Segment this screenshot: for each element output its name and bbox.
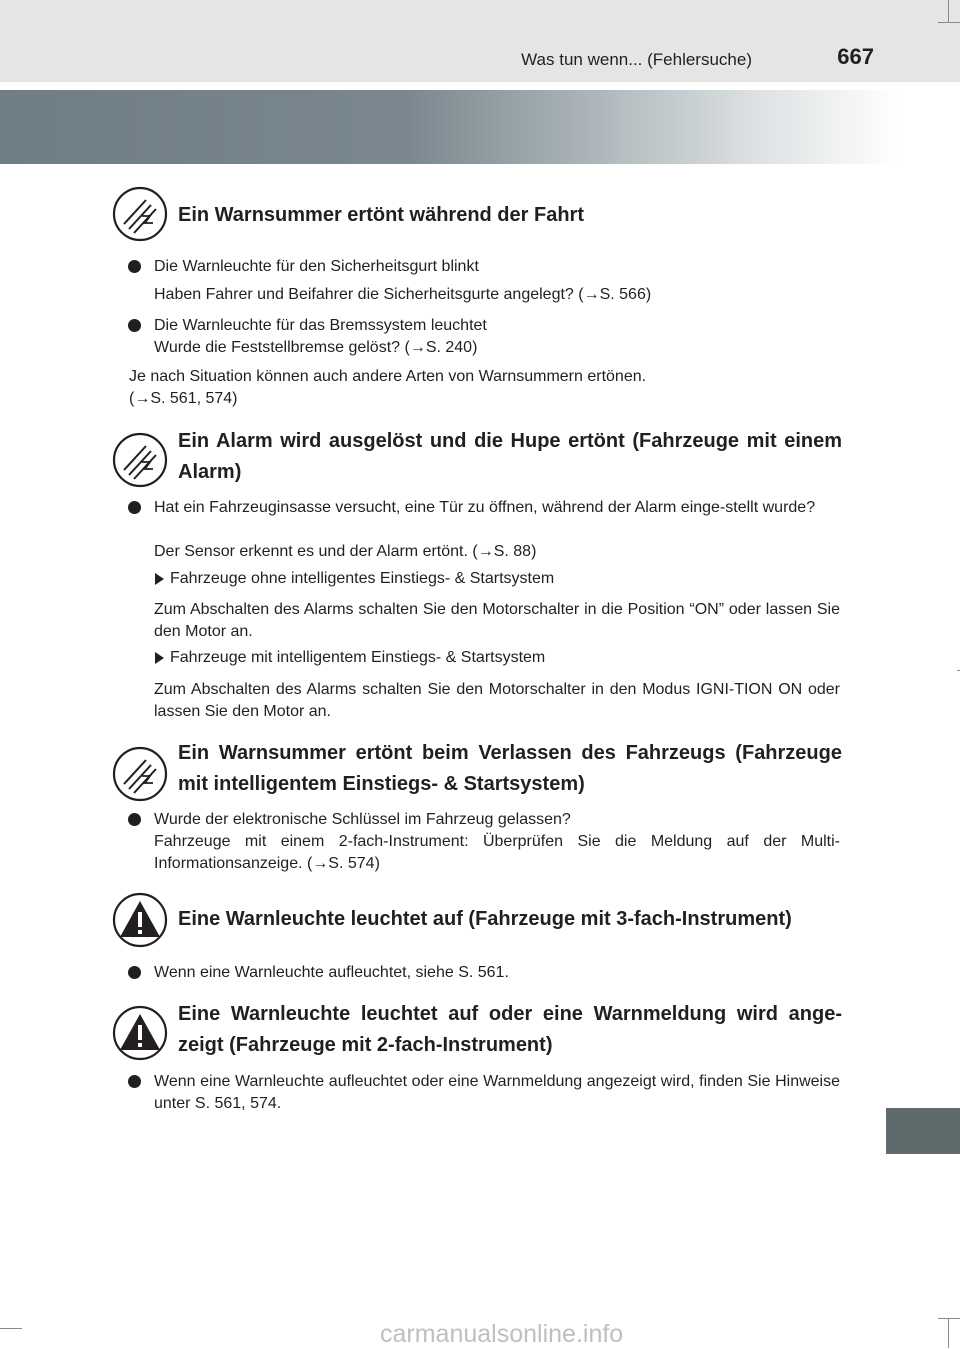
warning-exclamation-icon: [112, 1005, 168, 1061]
section-warning-light-3: [112, 892, 842, 952]
sound-alert-icon: [112, 746, 168, 802]
item-text: Wurde die Feststellbremse gelöst? (→S. 240): [154, 339, 478, 356]
section-buzzer-driving: [112, 186, 842, 246]
bullet: [128, 319, 141, 332]
page-header: [0, 0, 960, 82]
header-gradient-band: [0, 90, 900, 164]
chapter-side-tab: [886, 1108, 960, 1154]
crop-mark: [938, 22, 960, 23]
bullet: [128, 501, 141, 514]
item-text: Haben Fahrer und Beifahrer die Sicherheitsgurte angelegt? (→S. 566): [154, 286, 652, 303]
section-title: Ein Alarm wird ausgelöst und die Hupe ertönt (Fahrzeuge mit einem Alarm): [178, 430, 842, 483]
item-text: Wenn eine Warnleuchte aufleuchtet oder eine Warnmeldung angezeigt wird, finden Sie Hinweise unter S. 561, 574.: [154, 1073, 840, 1112]
bullet: [128, 260, 141, 273]
item-text: Fahrzeuge mit einem 2-fach-Instrument: Überprüfen Sie die Meldung auf der Multi-Informationsanzeige. (→S. 574): [154, 833, 840, 872]
section-alarm-horn: [112, 426, 842, 490]
crop-mark: [938, 1318, 960, 1319]
sub-condition-text: Zum Abschalten des Alarms schalten Sie den Motorschalter in den Modus IGNI-TION ON oder lassen Sie den Motor an.: [154, 681, 840, 720]
crop-mark: [0, 1328, 22, 1329]
warning-exclamation-icon: [112, 892, 168, 948]
bullet: [128, 813, 141, 826]
sub-condition-label: Fahrzeuge mit intelligentem Einstiegs- & Startsystem: [170, 649, 546, 666]
section-title: Ein Warnsummer ertönt beim Verlassen des Fahrzeugs (Fahrzeuge mit intelligentem Einstiegs- & Startsystem): [178, 742, 842, 795]
sound-alert-icon: [112, 432, 168, 488]
triangle-marker: [155, 652, 164, 664]
note-line: Je nach Situation können auch andere Arten von Warnsummern ertönen.: [129, 368, 647, 385]
bullet: [128, 1075, 141, 1088]
section-buzzer-exit: [112, 738, 842, 802]
chapter-title: Was tun wenn... (Fehlersuche): [521, 50, 752, 69]
item-question: Hat ein Fahrzeuginsasse versucht, eine Tür zu öffnen, während der Alarm einge-stellt wurde?: [154, 499, 816, 516]
watermark-text: carmanualsonline.info: [380, 1320, 624, 1348]
crop-mark: [948, 1318, 949, 1348]
note-line: (→S. 561, 574): [129, 390, 238, 407]
section-title: Eine Warnleuchte leuchtet auf oder eine Warnmeldung wird ange-zeigt (Fahrzeuge mit 2-fach-Instrument): [178, 1003, 842, 1056]
page-number: 667: [837, 44, 874, 69]
crop-mark: [948, 0, 949, 22]
item-text: Wenn eine Warnleuchte aufleuchtet, siehe S. 561.: [154, 964, 509, 981]
section-title: Ein Warnsummer ertönt während der Fahrt: [178, 204, 584, 226]
item-text: Der Sensor erkennt es und der Alarm ertönt. (→S. 88): [154, 543, 537, 560]
sub-condition-text: Zum Abschalten des Alarms schalten Sie den Motorschalter in die Position “ON” oder lassen Sie den Motor an.: [154, 601, 840, 640]
sound-alert-icon: [112, 186, 168, 242]
item-question: Wurde der elektronische Schlüssel im Fahrzeug gelassen?: [154, 811, 571, 828]
item-lead: Die Warnleuchte für das Bremssystem leuchtet: [154, 317, 487, 334]
triangle-marker: [155, 573, 164, 585]
bullet: [128, 966, 141, 979]
item-lead: Die Warnleuchte für den Sicherheitsgurt blinkt: [154, 258, 479, 275]
section-warning-light-2: [112, 999, 842, 1063]
sub-condition-label: Fahrzeuge ohne intelligentes Einstiegs- & Startsystem: [170, 570, 555, 587]
section-title: Eine Warnleuchte leuchtet auf (Fahrzeuge mit 3-fach-Instrument): [178, 908, 792, 930]
